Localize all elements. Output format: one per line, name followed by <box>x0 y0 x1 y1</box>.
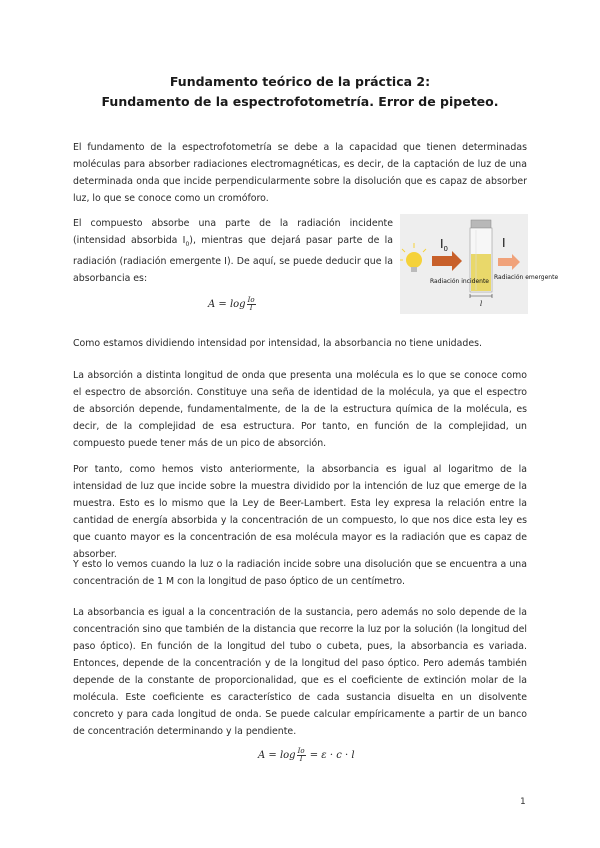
page-title <box>0 72 600 112</box>
paragraph-spectrum: La absorción a distinta longitud de onda que presenta una molécula es lo que se conoce como el espectro de absorción. Constituye una seña de identidad de la molécula, ya que el espectro de absorción depende, fundamentalmente, de la de la estructura química de la molécula, es decir, de la complejidad de esa estructura. Por tanto, en función de la complejidad, un compuesto puede tener más de un pico de absorción. <box>73 370 527 449</box>
label-i0: $I_0$ <box>440 237 449 253</box>
formula-numerator: Io <box>247 296 255 304</box>
paragraph-intro: El fundamento de la espectrofotometría se debe a la capacidad que tienen determinadas moléculas para absorber radiaciones electromagnéticas, es decir, de la captación de luz de una determinada onda que incide perpendicularmente sobre la disolución que es capaz de absorber luz, lo que se conoce como un cromóforo. <box>73 142 527 204</box>
paragraph-extinction: La absorbancia es igual a la concentración de la sustancia, pero además no solo depende de la concentración sino que también de la distancia que recorre la luz por la solución (la longitud del paso óptico). En función de la longitud del tubo o cubeta, pues, la absorbancia es variada. Entonces, depende de la concentración y de la longitud del paso óptico. Pero además también depende de la constante de proporcionalidad, que es el coeficiente de extinción molar de la molécula. Este coeficiente es característico de cada sustancia disuelta en un disolvente concreto y para cada longitud de onda. Se puede calcular empíricamente a partir de un banco de concentración determinando y la pendiente. <box>73 607 527 737</box>
formula-lhs: A = log <box>208 299 246 310</box>
spectrophotometry-figure <box>400 214 559 314</box>
paragraph-concentration: Y esto lo vemos cuando la luz o la radiación incide sobre una disolución que se encuentra a una concentración de 1 M con la longitud de paso óptico de un centímetro. <box>73 559 527 587</box>
beer-lambert-formula <box>258 748 355 763</box>
page-number: 1 <box>520 797 526 807</box>
paragraph-units: Como estamos dividiendo intensidad por intensidad, la absorbancia no tiene unidades. <box>73 338 482 349</box>
label-i: I <box>502 236 506 250</box>
formula-fraction <box>247 297 256 312</box>
title-line-2: Fundamento de la espectrofotometría. Error de pipeteo. <box>101 94 499 109</box>
i0-subscript: 0 <box>185 240 190 248</box>
absorbance-formula <box>208 297 257 312</box>
formula2-rhs: = ε · c · l <box>309 750 355 761</box>
paragraph-beer-lambert: Por tanto, como hemos visto anteriormente, la absorbancia es igual al logaritmo de la intensidad de luz que incide sobre la muestra dividido por la intención de luz que emerge de la muestra. Esto es lo mismo que la Ley de Beer-Lambert. Esta ley expresa la relación entre la cantidad de energía absorbida y la concentración de un compuesto, lo que nos dice esta ley es que cuanto mayor es la concentración de esa molécula mayor es la radiación que es capaz de absorber. <box>73 464 527 560</box>
formula2-lhs: A = log <box>258 750 296 761</box>
formula2-numerator: Io <box>297 747 305 755</box>
formula2-denominator: I <box>299 755 303 763</box>
paragraph-absorbance <box>73 215 393 287</box>
label-emergent: Radiación emergente <box>494 274 559 281</box>
label-path-length: l <box>480 300 483 308</box>
formula-denominator: I <box>249 304 253 312</box>
paragraph-absorbance-text-b: ), mientras que dejará pasar parte de la radiación (radiación emergente I). De aquí, se puede deducir que la absorbancia es: <box>73 235 393 284</box>
label-incident: Radiación incidente <box>430 278 489 285</box>
paragraph-absorbance-text-a: El compuesto absorbe una parte de la radiación incidente (intensidad absorbida I <box>73 218 393 246</box>
cuvette-diagram <box>400 214 559 314</box>
formula2-fraction <box>297 748 306 763</box>
title-line-1: Fundamento teórico de la práctica 2: <box>169 74 431 89</box>
